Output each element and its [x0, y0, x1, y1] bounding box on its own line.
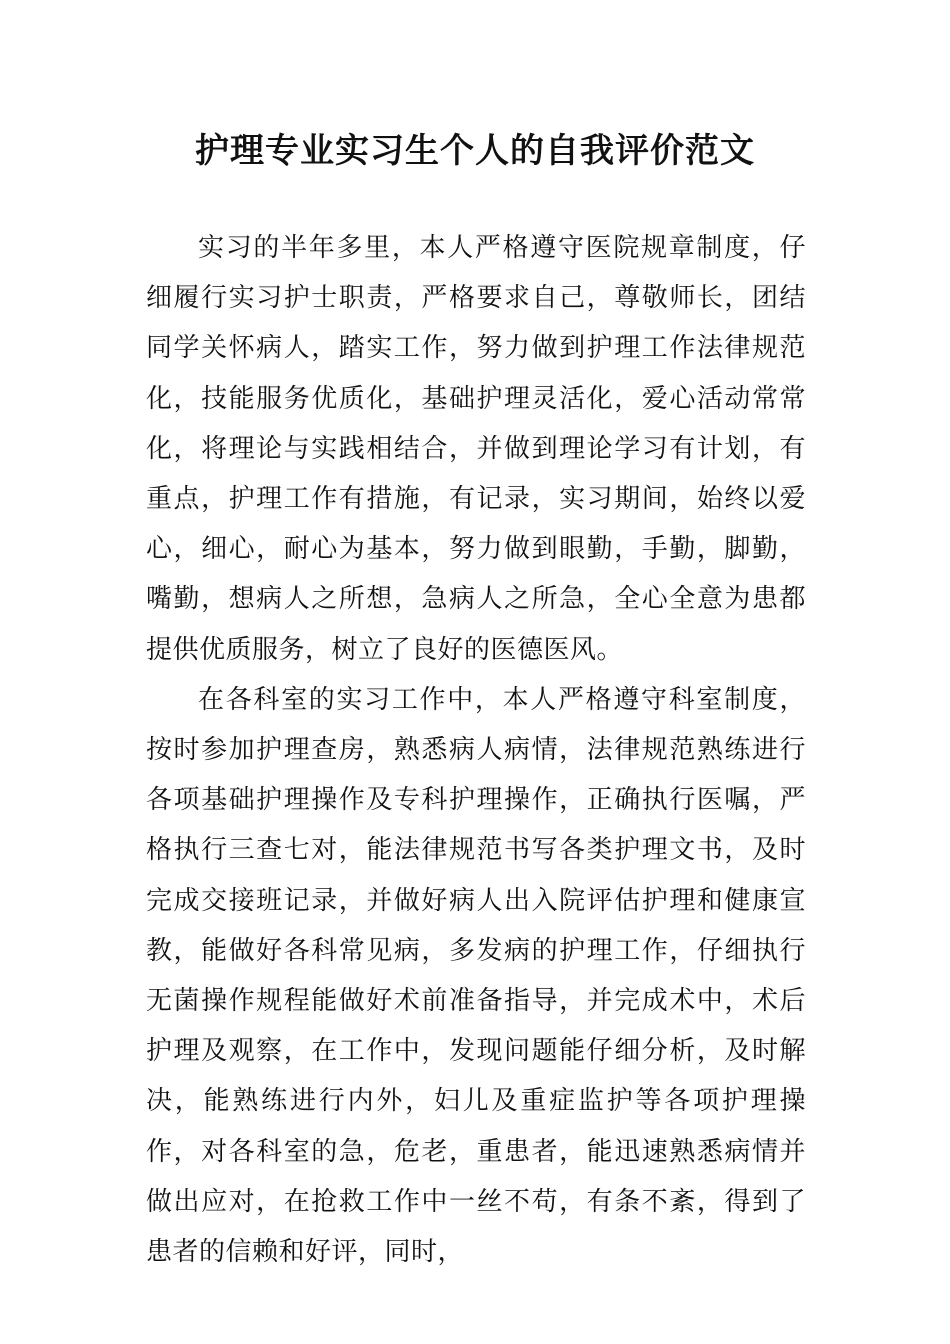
paragraph-1: 实习的半年多里，本人严格遵守医院规章制度，仔细履行实习护士职责，严格要求自己，尊敬师长，团结同学关怀病人，踏实工作，努力做到护理工作法律规范化，技能服务优质化，基础护理灵活化，爱心活动常常化，将理论与实践相结合，并做到理论学习有计划，有重点，护理工作有措施，有记录，实习期间，始终以爱心，细心，耐心为基本，努力做到眼勤，手勤，脚勤，嘴勤，想病人之所想，急病人之所急，全心全意为患都提供优质服务，树立了良好的医德医风。: [146, 233, 806, 665]
paragraph-2: 在各科室的实习工作中，本人严格遵守科室制度，按时参加护理查房，熟悉病人病情，法律规范熟练进行各项基础护理操作及专科护理操作，正确执行医嘱，严格执行三查七对，能法律规范书写各类护理文书，及时完成交接班记录，并做好病人出入院评估护理和健康宣教，能做好各科常见病，多发病的护理工作，仔细执行无菌操作规程能做好术前准备指导，并完成术中，术后护理及观察，在工作中，发现问题能仔细分析，及时解决，能熟练进行内外，妇儿及重症监护等各项护理操作，对各科室的急，危老，重患者，能迅速熟悉病情并做出应对，在抢救工作中一丝不苟，有条不紊，得到了患者的信赖和好评，同时，: [146, 684, 806, 1268]
document-title: 护理专业实习生个人的自我评价范文: [195, 131, 755, 171]
document-body: [146, 223, 806, 1277]
